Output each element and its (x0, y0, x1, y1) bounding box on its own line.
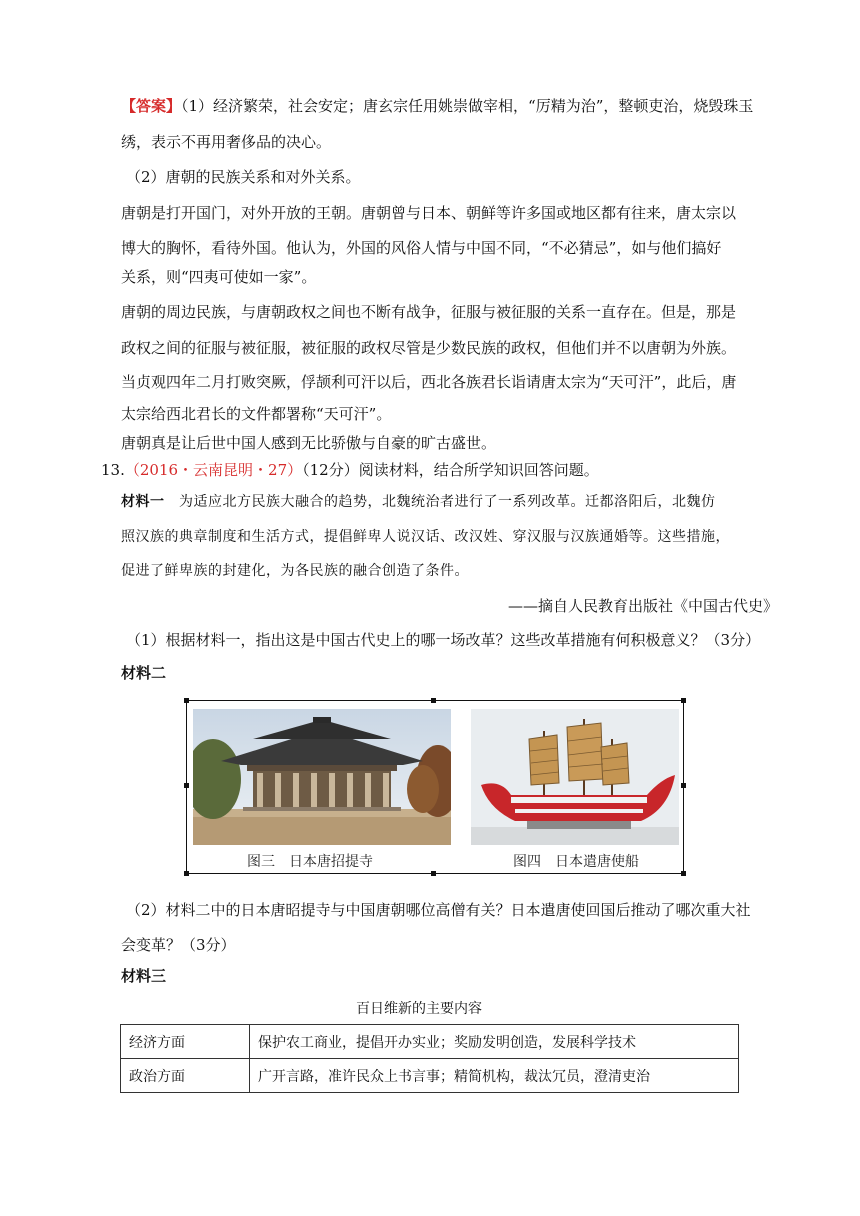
question-prompt: （12分）阅读材料，结合所学知识回答问题。 (302, 461, 599, 479)
answer-line-2: 绣，表示不再用奢侈品的决心。 (121, 133, 332, 151)
question-1: （1）根据材料一，指出这是中国古代史上的哪一场改革？这些改革措施有何积极意义？（3分） (126, 631, 761, 649)
reform-table (120, 1024, 739, 1093)
question-source: （2016・云南昆明・27） (124, 461, 303, 479)
answer-body-line: 关系，则“四夷可使如一家”。 (121, 268, 317, 286)
figure-caption-temple: 图三 日本唐招提寺 (247, 854, 373, 870)
resize-handle[interactable] (431, 871, 436, 876)
answer-body-line: 唐朝真是让后世中国人感到无比骄傲与自豪的旷古盛世。 (121, 434, 497, 452)
question-2-line-2: 会变革？（3分） (121, 936, 236, 954)
table-cell-aspect: 政治方面 (121, 1059, 250, 1093)
question-header (101, 460, 599, 480)
answer-tag: 【答案】 (121, 97, 182, 115)
resize-handle[interactable] (184, 871, 189, 876)
table-cell-content: 广开言路，准许民众上书言事；精简机构，裁汰冗员，澄清吏治 (250, 1059, 739, 1093)
answer-line-1 (121, 96, 753, 116)
material3-label: 材料三 (121, 967, 167, 985)
resize-handle[interactable] (431, 698, 436, 703)
figure-caption-ship: 图四 日本遣唐使船 (513, 854, 639, 870)
material2-label: 材料二 (121, 664, 167, 682)
question-number: 13. (101, 461, 125, 479)
table-cell-aspect: 经济方面 (121, 1025, 250, 1059)
ship-image (471, 709, 679, 845)
material1-line-1 (121, 492, 716, 512)
material1-label: 材料一 (121, 494, 165, 510)
resize-handle[interactable] (681, 871, 686, 876)
question-2-line-1: （2）材料二中的日本唐昭提寺与中国唐朝哪位高僧有关？日本遣唐使回国后推动了哪次重大社 (126, 901, 751, 919)
answer-body-line: 唐朝是打开国门，对外开放的王朝。唐朝曾与日本、朝鲜等许多国或地区都有往来，唐太宗以 (121, 204, 737, 222)
table-title: 百日维新的主要内容 (356, 1001, 482, 1017)
resize-handle[interactable] (681, 783, 686, 788)
answer-body-line: 太宗给西北君长的文件都署称“天可汗”。 (121, 405, 392, 423)
answer-part2-title: （2）唐朝的民族关系和对外关系。 (126, 168, 361, 186)
material1-line: 促进了鲜卑族的封建化，为各民族的融合创造了条件。 (121, 563, 469, 579)
answer-body-line: 唐朝的周边民族，与唐朝政权之间也不断有战争，征服与被征服的关系一直存在。但是，那是 (121, 303, 737, 321)
material1-source: ——摘自人民教育出版社《中国古代史》 (507, 597, 778, 615)
table-row (121, 1025, 739, 1059)
answer-body-line: 政权之间的征服与被征服，被征服的政权尽管是少数民族的政权，但他们并不以唐朝为外族。 (121, 339, 737, 357)
answer-p1-text: （1）经济繁荣，社会安定；唐玄宗任用姚崇做宰相，“厉精为治”，整顿吏治，烧毁珠玉 (181, 97, 754, 115)
table-cell-content: 保护农工商业，提倡开办实业；奖励发明创造，发展科学技术 (250, 1025, 739, 1059)
answer-body-line: 博大的胸怀，看待外国。他认为，外国的风俗人情与中国不同，“不必猜忌”，如与他们搞好 (121, 239, 722, 257)
resize-handle[interactable] (184, 783, 189, 788)
answer-body-line: 当贞观四年二月打败突厥，俘颉利可汗以后，西北各族君长诣请唐太宗为“天可汗”，此后，唐 (121, 373, 737, 391)
material1-text: 为适应北方民族大融合的趋势，北魏统治者进行了一系列改革。迁都洛阳后，北魏仿 (179, 494, 716, 510)
resize-handle[interactable] (681, 698, 686, 703)
table-row (121, 1059, 739, 1093)
figure-frame (186, 700, 684, 874)
resize-handle[interactable] (184, 698, 189, 703)
material1-line: 照汉族的典章制度和生活方式，提倡鲜卑人说汉话、改汉姓、穿汉服与汉族通婚等。这些措施， (121, 529, 730, 545)
temple-image (193, 709, 451, 845)
